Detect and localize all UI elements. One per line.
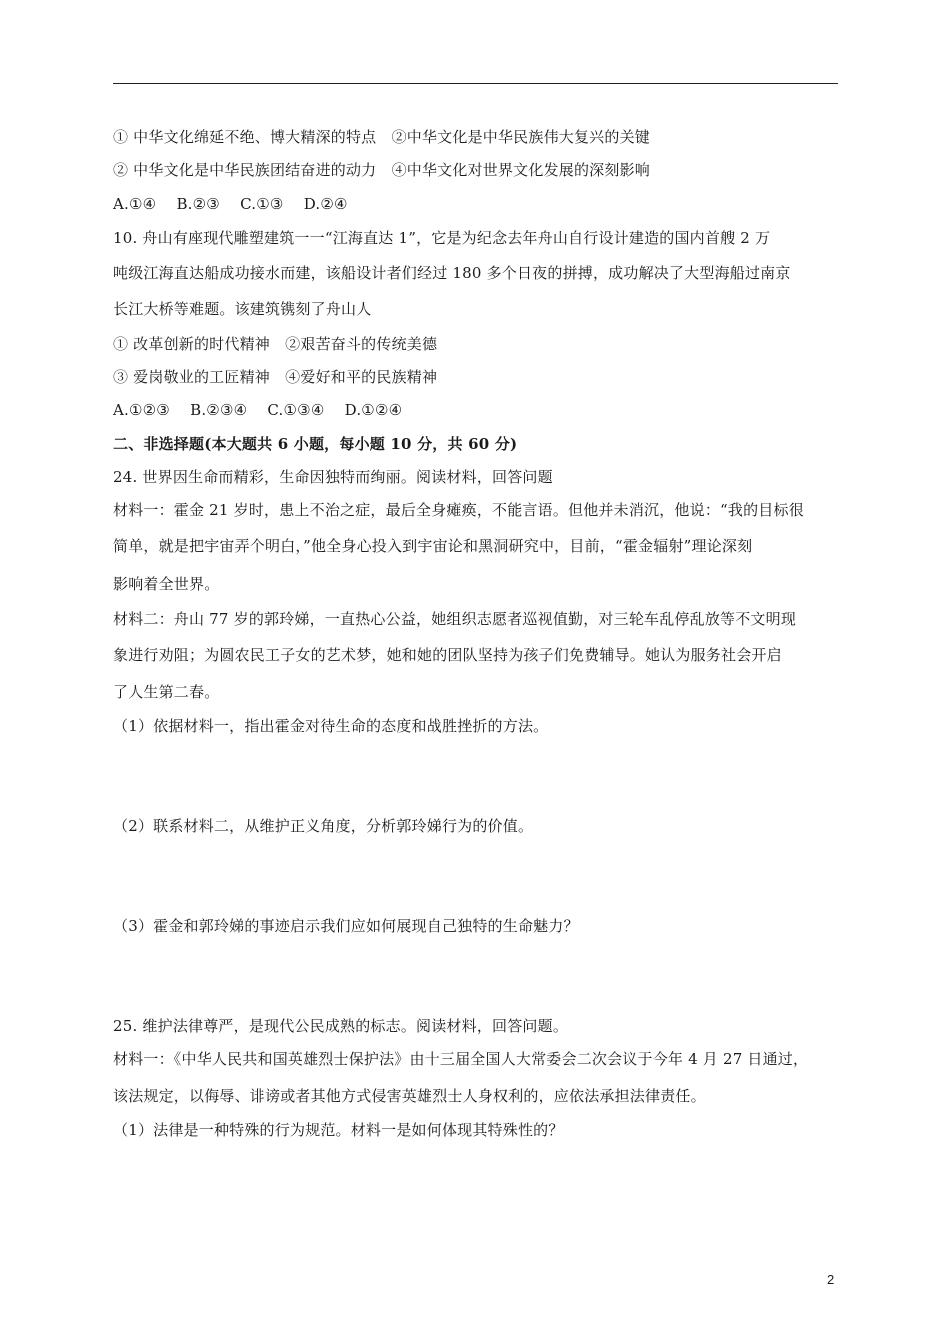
option-line-2: ② 中华文化是中华民族团结奋进的动力 ④中华文化对世界文化发展的深刻影响	[113, 161, 650, 179]
material-2-line-1: 材料二：舟山 77 岁的郭玲娣，一直热心公益，她组织志愿者巡视值勤，对三轮车乱停乱放等不文明现	[113, 610, 797, 628]
answer-choices-q10: A.①②③ B.②③④ C.①③④ D.①②④	[113, 401, 403, 419]
material-2-line-3: 了人生第二春。	[113, 683, 220, 701]
question-10-option-1: ① 改革创新的时代精神 ②艰苦奋斗的传统美德	[113, 335, 438, 353]
material-1-line-2: 简单，就是把宇宙弄个明白，”他全身心投入到宇宙论和黑洞研究中，目前，“霍金辐射”理论深刻	[113, 537, 753, 555]
question-24-part-2: （2）联系材料二，从维护正义角度，分析郭玲娣行为的价值。	[113, 817, 534, 835]
option-line-1: ① 中华文化绵延不绝、博大精深的特点 ②中华文化是中华民族伟大复兴的关键	[113, 128, 650, 146]
material-2-line-2: 象进行劝阻；为圆农民工子女的艺术梦，她和她的团队坚持为孩子们免费辅导。她认为服务社会开启	[113, 646, 782, 664]
question-10-line-1: 10. 舟山有座现代雕塑建筑一一“江海直达 1”，它是为纪念去年舟山自行设计建造的国内首艘 2 万	[113, 229, 771, 247]
page-number: 2	[827, 1272, 835, 1287]
question-10-line-2: 吨级江海直达船成功接水而建，该船设计者们经过 180 多个日夜的拼搏，成功解决了大型海船过南京	[113, 264, 791, 282]
question-10-option-2: ③ 爱岗敬业的工匠精神 ④爱好和平的民族精神	[113, 368, 438, 386]
header-rule	[113, 83, 838, 84]
question-25-intro: 25. 维护法律尊严，是现代公民成熟的标志。阅读材料，回答问题。	[113, 1017, 569, 1035]
question-24-part-3: （3）霍金和郭玲娣的事迹启示我们应如何展现自己独特的生命魅力？	[113, 917, 579, 935]
material-1-line-3: 影响着全世界。	[113, 575, 220, 593]
question-25-part-1: （1）法律是一种特殊的行为规范。材料一是如何体现其特殊性的？	[113, 1121, 564, 1139]
question-24-part-1: （1）依据材料一，指出霍金对待生命的态度和战胜挫折的方法。	[113, 717, 549, 735]
question-24-intro: 24. 世界因生命而精彩，生命因独特而绚丽。阅读材料，回答问题	[113, 468, 553, 486]
question-25-material-line-2: 该法规定，以侮辱、诽谤或者其他方式侵害英雄烈士人身权利的，应依法承担法律责任。	[113, 1087, 706, 1105]
material-1-line-1: 材料一：霍金 21 岁时，患上不治之症，最后全身瘫痪，不能言语。但他并未消沉，他说：“我的目标很	[113, 501, 804, 519]
question-10-line-3: 长江大桥等难题。该建筑镌刻了舟山人	[113, 300, 372, 318]
section-heading: 二、非选择题(本大题共 6 小题，每小题 10 分，共 60 分)	[113, 435, 518, 453]
answer-choices-q9: A.①④ B.②③ C.①③ D.②④	[113, 195, 348, 213]
question-25-material-line-1: 材料一：《中华人民共和国英雄烈士保护法》由十三届全国人大常委会二次会议于今年 4 月 27 日通过，	[113, 1050, 809, 1068]
